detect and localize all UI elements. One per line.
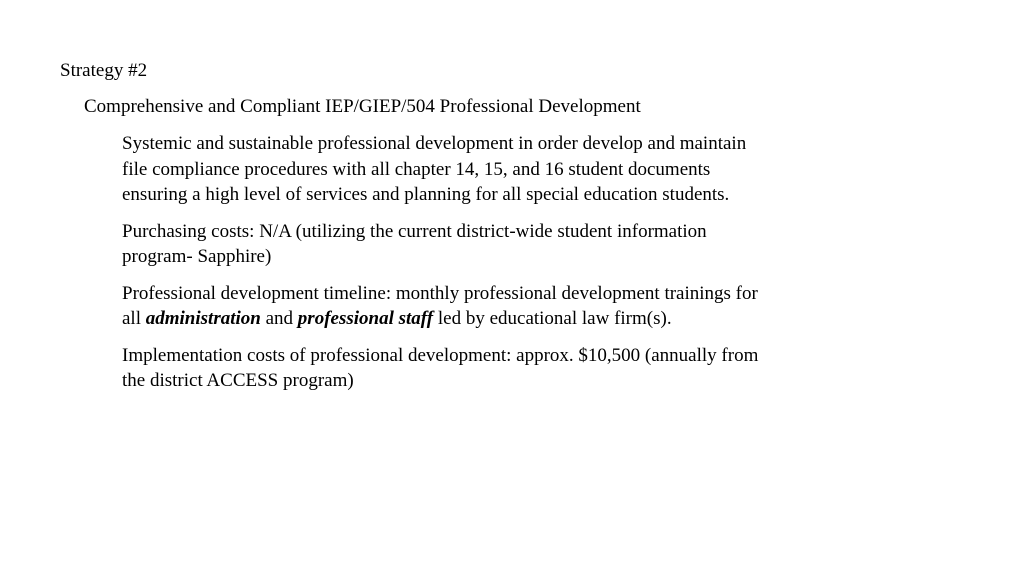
strategy-subheading: Comprehensive and Compliant IEP/GIEP/504 Professional Development <box>84 96 641 117</box>
strategy-details <box>122 131 762 405</box>
description-paragraph: Systemic and sustainable professional development in order develop and maintain file compliance procedures with all chapter 14, 15, and 16 student documents ensuring a high level of services and planning for all special education students. <box>122 133 747 205</box>
timeline-paragraph <box>122 281 762 332</box>
emphasis-administration: administration <box>145 308 261 329</box>
emphasis-professional-staff: professional staff <box>297 308 434 329</box>
timeline-text-after: led by educational law firm(s). <box>433 308 672 329</box>
timeline-text-middle: and <box>260 308 298 329</box>
strategy-heading: Strategy #2 <box>60 60 148 81</box>
timeline-text-before: Professional development timeline: monthly professional development trainings for all <box>122 282 758 329</box>
implementation-costs-paragraph: Implementation costs of professional development: approx. $10,500 (annually from the district ACCESS program) <box>122 344 759 391</box>
purchasing-costs-paragraph: Purchasing costs: N/A (utilizing the current district-wide student information program- Sapphire) <box>122 220 707 267</box>
